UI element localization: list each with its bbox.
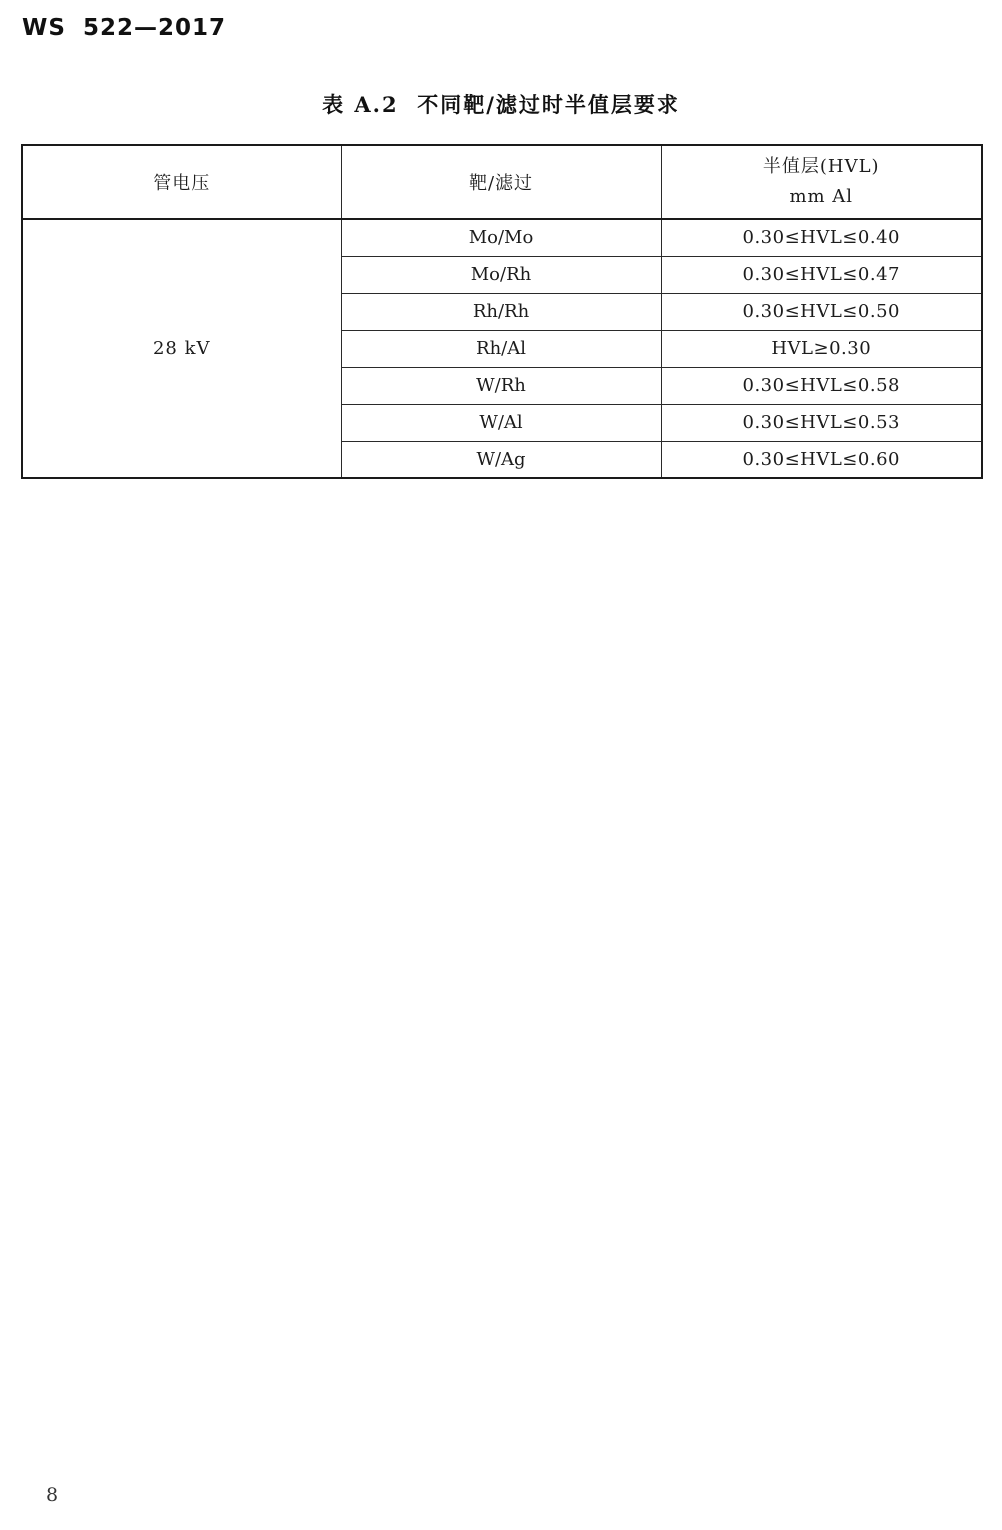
page-number: 8 <box>46 1484 59 1506</box>
hvl-value-cell: 0.30≤HVL≤0.40 <box>661 219 982 256</box>
target-filter-cell: W/Rh <box>341 367 661 404</box>
column-header-hvl-unit: mm Al <box>789 186 854 207</box>
column-header-hvl <box>661 145 982 219</box>
hvl-value-cell: 0.30≤HVL≤0.53 <box>661 404 982 441</box>
column-header-voltage: 管电压 <box>22 145 341 219</box>
hvl-value-cell: 0.30≤HVL≤0.60 <box>661 441 982 478</box>
document-code: WS 522—2017 <box>22 15 226 41</box>
voltage-value-cell: 28 kV <box>22 219 341 478</box>
table-title: 表 A.2 不同靶/滤过时半值层要求 <box>322 92 680 117</box>
target-filter-cell: Rh/Rh <box>341 293 661 330</box>
hvl-value-cell: 0.30≤HVL≤0.50 <box>661 293 982 330</box>
table-header-row <box>22 145 982 219</box>
target-filter-cell: Rh/Al <box>341 330 661 367</box>
column-header-target-filter: 靶/滤过 <box>341 145 661 219</box>
hvl-value-cell: 0.30≤HVL≤0.58 <box>661 367 982 404</box>
hvl-value-cell: HVL≥0.30 <box>661 330 982 367</box>
target-filter-cell: Mo/Rh <box>341 256 661 293</box>
hvl-value-cell: 0.30≤HVL≤0.47 <box>661 256 982 293</box>
table-row <box>22 219 982 256</box>
hvl-requirements-table <box>21 144 983 479</box>
column-header-hvl-line1: 半值层(HVL) <box>762 156 880 178</box>
target-filter-cell: W/Ag <box>341 441 661 478</box>
target-filter-cell: Mo/Mo <box>341 219 661 256</box>
target-filter-cell: W/Al <box>341 404 661 441</box>
